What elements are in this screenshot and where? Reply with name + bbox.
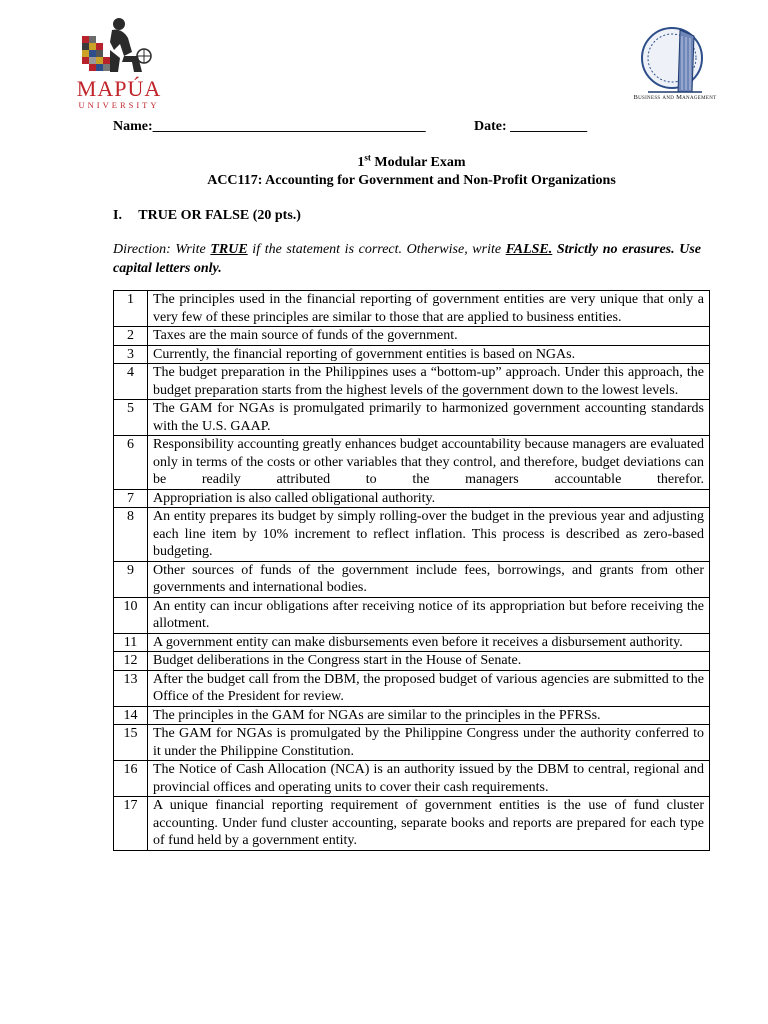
item-number: 12 — [114, 652, 148, 671]
globe — [137, 49, 151, 63]
table-row — [114, 327, 710, 346]
seated-figure — [110, 18, 142, 72]
keyword-false: FALSE. — [505, 242, 553, 257]
item-number: 2 — [114, 327, 148, 346]
item-number: 8 — [114, 508, 148, 562]
exam-titles — [113, 154, 710, 190]
date-field[interactable]: ___________ — [510, 119, 588, 134]
table-row — [114, 400, 710, 436]
item-number: 17 — [114, 797, 148, 851]
table-row — [114, 597, 710, 633]
table-row — [114, 725, 710, 761]
table-row — [114, 436, 710, 490]
direction-part3: Strictly no erasures. Use capital letters only. — [113, 242, 701, 276]
item-statement: An entity can incur obligations after receiving notice of its appropriation but before receiving the allotment. — [148, 597, 710, 633]
item-statement: Currently, the financial reporting of government entities is based on NGAs. — [148, 345, 710, 364]
brand-name: MAPÚA — [76, 76, 162, 101]
name-date-row — [113, 118, 713, 136]
item-number: 15 — [114, 725, 148, 761]
mosaic-pattern — [82, 36, 110, 71]
item-number: 4 — [114, 364, 148, 400]
exam-title-num: 1 — [357, 155, 365, 170]
item-number: 9 — [114, 561, 148, 597]
item-statement: A unique financial reporting requirement of government entities is the use of fund cluster accounting. Under fund cluster accounting, separate books and reports are prepared for each type of fund held by a government entity. — [148, 797, 710, 851]
item-statement: Taxes are the main source of funds of the government. — [148, 327, 710, 346]
exam-title-sup: st — [364, 152, 371, 163]
item-number: 10 — [114, 597, 148, 633]
item-statement: The GAM for NGAs is promulgated by the Philippine Congress under the authority conferred to it under the Philippine Constitution. — [148, 725, 710, 761]
table-row — [114, 345, 710, 364]
course-title: ACC117: Accounting for Government and Non-Profit Organizations — [207, 173, 616, 188]
table-row — [114, 489, 710, 508]
table-row — [114, 291, 710, 327]
item-number: 11 — [114, 633, 148, 652]
name-label: Name: — [113, 119, 153, 134]
item-statement: Responsibility accounting greatly enhances budget accountability because managers are evaluated only in terms of the costs or other variables that they control, and therefore, budget deviations can be readily attributed to the managers accountable therefor. — [148, 436, 710, 490]
item-number: 16 — [114, 761, 148, 797]
table-row — [114, 761, 710, 797]
business-management-caption: Business and Management — [633, 94, 717, 101]
date-label: Date: — [474, 119, 507, 134]
name-field[interactable]: _______________________________________ — [152, 119, 426, 134]
item-number: 1 — [114, 291, 148, 327]
table-row — [114, 706, 710, 725]
business-management-building-icon — [636, 24, 714, 104]
item-number: 6 — [114, 436, 148, 490]
exam-title-rest: Modular Exam — [370, 155, 466, 170]
table-row — [114, 364, 710, 400]
item-statement: Appropriation is also called obligational authority. — [148, 489, 710, 508]
keyword-true: TRUE — [210, 242, 248, 257]
section-heading — [113, 208, 301, 224]
item-number: 14 — [114, 706, 148, 725]
table-row — [114, 633, 710, 652]
item-statement: An entity prepares its budget by simply rolling-over the budget in the previous year and adjusting each line item by 10% increment to reflect inflation. This process is described as zero-based budgeting. — [148, 508, 710, 562]
item-statement: A government entity can make disbursements even before it receives a disbursement authority. — [148, 633, 710, 652]
section-number: I. — [113, 208, 122, 223]
item-number: 5 — [114, 400, 148, 436]
brand-sub: UNIVERSITY — [78, 100, 160, 110]
table-row — [114, 508, 710, 562]
item-number: 3 — [114, 345, 148, 364]
direction-part2: if the statement is correct. Otherwise, write — [247, 242, 506, 257]
item-number: 13 — [114, 670, 148, 706]
direction-text — [113, 240, 701, 278]
item-statement: The GAM for NGAs is promulgated primarily to harmonized government accounting standards with the U.S. GAAP. — [148, 400, 710, 436]
section-title: TRUE OR FALSE (20 pts.) — [138, 208, 301, 223]
item-number: 7 — [114, 489, 148, 508]
true-false-table — [113, 290, 710, 851]
item-statement: Other sources of funds of the government include fees, borrowings, and grants from other governments and international bodies. — [148, 561, 710, 597]
direction-part1: Direction: Write — [113, 242, 211, 257]
date-group — [474, 118, 587, 136]
table-row — [114, 561, 710, 597]
items-body — [114, 291, 710, 851]
item-statement: After the budget call from the DBM, the proposed budget of various agencies are submitted to the Office of the President for review. — [148, 670, 710, 706]
table-row — [114, 670, 710, 706]
item-statement: The budget preparation in the Philippines uses a “bottom-up” approach. Under this approach, the budget preparation starts from the highest levels of the government down to the lowest levels. — [148, 364, 710, 400]
table-row — [114, 652, 710, 671]
exam-title — [113, 154, 710, 172]
table-row — [114, 797, 710, 851]
mapua-wordmark — [76, 78, 162, 110]
item-statement: Budget deliberations in the Congress start in the House of Senate. — [148, 652, 710, 671]
item-statement: The principles used in the financial reporting of government entities are very unique that only a very few of these principles are similar to those that are applied to business entities. — [148, 291, 710, 327]
item-statement: The Notice of Cash Allocation (NCA) is an authority issued by the DBM to central, regional and provincial offices and operating units to cover their cash requirements. — [148, 761, 710, 797]
item-statement: The principles in the GAM for NGAs are similar to the principles in the PFRSs. — [148, 706, 710, 725]
